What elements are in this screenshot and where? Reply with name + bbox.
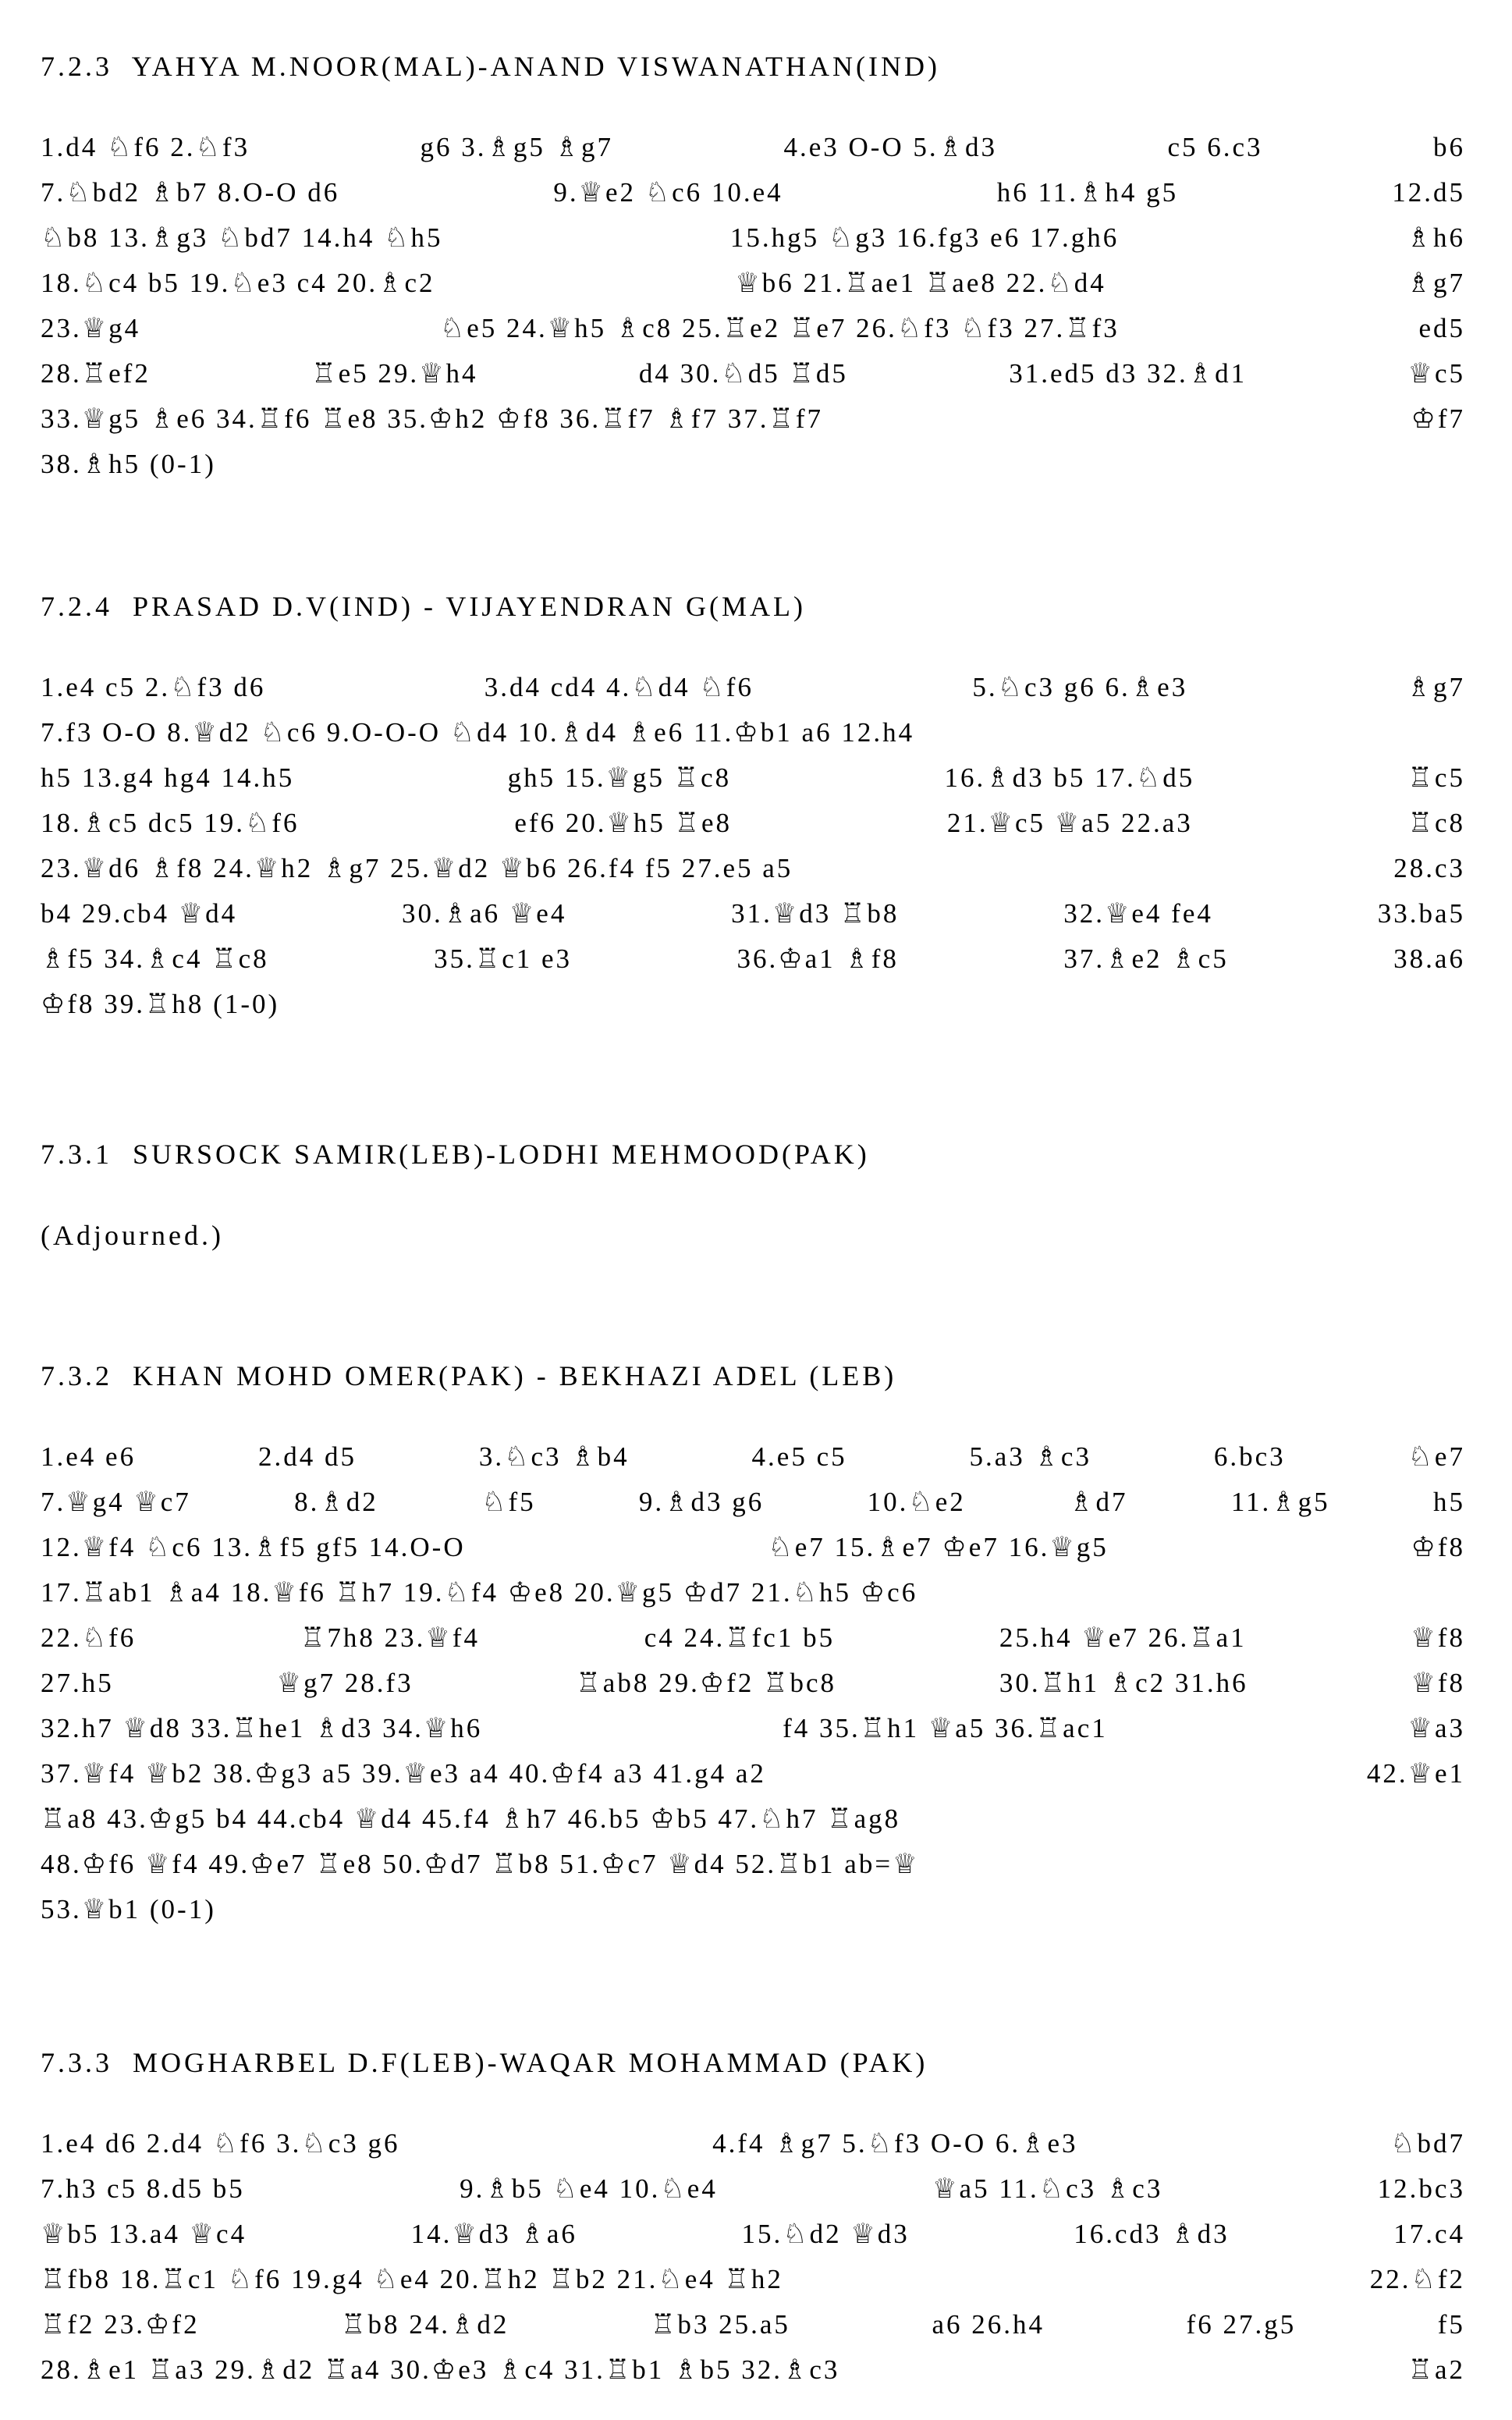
- move-text: 38.♗h5 (0-1): [41, 449, 216, 479]
- game-heading: 7.3.3 MOGHARBEL D.F(LEB)-WAQAR MOHAMMAD (PAK): [41, 2047, 928, 2078]
- move-line: [41, 936, 1465, 982]
- move-text: f6 27.g5: [1186, 2309, 1297, 2340]
- move-text: ♖b8 24.♗d2: [341, 2309, 509, 2340]
- move-text: 18.♘c4 b5 19.♘e3 c4 20.♗c2: [41, 268, 435, 298]
- move-text: ♕a5 11.♘c3 ♗c3: [932, 2173, 1163, 2204]
- move-line: [41, 1887, 1465, 1932]
- move-text: ♗g7: [1406, 672, 1465, 702]
- move-text: 14.♕d3 ♗a6: [410, 2219, 577, 2249]
- move-line: [41, 351, 1465, 396]
- move-text: 3.d4 cd4 4.♘d4 ♘f6: [484, 672, 754, 702]
- move-text: 23.♕d6 ♗f8 24.♕h2 ♗g7 25.♕d2 ♕b6 26.f4 f5 27.e5 a5: [41, 853, 793, 883]
- move-text: h5 13.g4 hg4 14.h5: [41, 762, 295, 793]
- move-text: ♕f8: [1411, 1622, 1465, 1653]
- move-text: ♖ab8 29.♔f2 ♖bc8: [576, 1668, 837, 1698]
- move-text: 9.♕e2 ♘c6 10.e4: [553, 177, 783, 208]
- move-text: 32.♕e4 fe4: [1063, 898, 1213, 929]
- move-line: [41, 2302, 1465, 2347]
- move-text: ♕g7 28.f3: [276, 1668, 413, 1698]
- move-text: 33.♕g5 ♗e6 34.♖f6 ♖e8 35.♔h2 ♔f8 36.♖f7 ♗f7 37.♖f7: [41, 403, 823, 434]
- game-heading: 7.3.1 SURSOCK SAMIR(LEB)-LODHI MEHMOOD(PAK): [41, 1139, 870, 1170]
- move-text: 31.♕d3 ♖b8: [731, 898, 900, 929]
- move-line: [41, 1570, 1465, 1615]
- game-7-2-3: [41, 44, 1465, 487]
- move-text: 25.h4 ♕e7 26.♖a1: [999, 1622, 1247, 1653]
- move-text: 8.♗d2: [294, 1487, 378, 1517]
- move-line: [41, 801, 1465, 846]
- move-text: 12.♕f4 ♘c6 13.♗f5 gf5 14.O-O: [41, 1532, 466, 1562]
- move-text: c5 6.c3: [1167, 132, 1263, 162]
- move-text: b4 29.cb4 ♕d4: [41, 898, 238, 929]
- move-line: [41, 1661, 1465, 1706]
- move-text: ♖c5: [1407, 762, 1465, 793]
- move-text: 7.h3 c5 8.d5 b5: [41, 2173, 245, 2204]
- move-line: [41, 125, 1465, 170]
- move-list: [41, 665, 1465, 1027]
- move-line: [41, 1842, 1465, 1887]
- move-text: ♘f5: [481, 1487, 536, 1517]
- move-text: 15.♘d2 ♕d3: [741, 2219, 910, 2249]
- move-text: 30.♗a6 ♕e4: [402, 898, 567, 929]
- move-line: [41, 1434, 1465, 1480]
- game-heading: 7.2.3 YAHYA M.NOOR(MAL)-ANAND VISWANATHAN(IND): [41, 51, 940, 82]
- move-text: 5.a3 ♗c3: [969, 1441, 1091, 1472]
- move-text: 12.d5: [1392, 177, 1465, 208]
- move-line: [41, 442, 1465, 487]
- move-text: ♕b5 13.a4 ♕c4: [41, 2219, 247, 2249]
- move-text: ♔f8 39.♖h8 (1-0): [41, 989, 280, 1019]
- move-text: 35.♖c1 e3: [434, 943, 573, 974]
- move-text: 4.e3 O-O 5.♗d3: [783, 132, 998, 162]
- move-text: ♖a8 43.♔g5 b4 44.cb4 ♕d4 45.f4 ♗h7 46.b5 ♔b5 47.♘h7 ♖ag8: [41, 1803, 901, 1834]
- move-line: [41, 891, 1465, 936]
- move-list: [41, 125, 1465, 487]
- move-text: d4 30.♘d5 ♖d5: [638, 358, 848, 389]
- move-text: 16.♗d3 b5 17.♘d5: [944, 762, 1195, 793]
- move-text: 9.♗b5 ♘e4 10.♘e4: [460, 2173, 718, 2204]
- move-line: [41, 1706, 1465, 1751]
- move-text: ♘e5 24.♕h5 ♗c8 25.♖e2 ♖e7 26.♘f3 ♘f3 27.♖f3: [439, 313, 1120, 343]
- move-list: [41, 2121, 1465, 2393]
- move-text: ♖f2 23.♔f2: [41, 2309, 200, 2340]
- move-text: ♖fb8 18.♖c1 ♘f6 19.g4 ♘e4 20.♖h2 ♖b2 21.♘e4 ♖h2: [41, 2264, 783, 2294]
- move-line: [41, 665, 1465, 710]
- move-text: 42.♕e1: [1366, 1758, 1465, 1789]
- move-text: 22.♘f6: [41, 1622, 137, 1653]
- move-text: 12.bc3: [1377, 2173, 1465, 2204]
- move-text: ♗g7: [1406, 268, 1465, 298]
- move-text: 31.ed5 d3 32.♗d1: [1009, 358, 1248, 389]
- move-text: 18.♗c5 dc5 19.♘f6: [41, 808, 300, 838]
- move-text: 22.♘f2: [1369, 2264, 1465, 2294]
- move-text: gh5 15.♕g5 ♖c8: [507, 762, 732, 793]
- move-text: 1.e4 c5 2.♘f3 d6: [41, 672, 266, 702]
- move-line: [41, 982, 1465, 1027]
- move-text: 11.♗g5: [1230, 1487, 1330, 1517]
- move-text: 2.d4 d5: [257, 1441, 357, 1472]
- move-text: h5: [1432, 1487, 1465, 1517]
- move-text: 1.e4 e6: [41, 1441, 137, 1472]
- adjourned-note: (Adjourned.): [41, 1220, 224, 1251]
- move-text: ♕f8: [1411, 1668, 1465, 1698]
- game-7-3-3: [41, 2040, 1465, 2393]
- move-line: [41, 306, 1465, 351]
- move-text: ♔f7: [1411, 403, 1465, 434]
- move-text: f4 35.♖h1 ♕a5 36.♖ac1: [783, 1713, 1108, 1743]
- move-text: 10.♘e2: [867, 1487, 966, 1517]
- move-line: [41, 1796, 1465, 1842]
- move-text: ef6 20.♕h5 ♖e8: [514, 808, 733, 838]
- move-text: 37.♕f4 ♕b2 38.♔g3 a5 39.♕e3 a4 40.♔f4 a3 41.g4 a2: [41, 1758, 766, 1789]
- move-text: 36.♔a1 ♗f8: [736, 943, 899, 974]
- move-text: 37.♗e2 ♗c5: [1063, 943, 1229, 974]
- move-text: ♗h6: [1406, 222, 1465, 253]
- move-text: 1.d4 ♘f6 2.♘f3: [41, 132, 250, 162]
- move-line: [41, 846, 1465, 891]
- move-line: [41, 1480, 1465, 1525]
- move-line: [41, 396, 1465, 442]
- game-heading: 7.3.2 KHAN MOHD OMER(PAK) - BEKHAZI ADEL (LEB): [41, 1360, 897, 1391]
- move-text: g6 3.♗g5 ♗g7: [420, 132, 614, 162]
- move-line: [41, 2166, 1465, 2212]
- move-line: [41, 261, 1465, 306]
- move-line: [41, 2212, 1465, 2257]
- move-text: 23.♕g4: [41, 313, 141, 343]
- move-line: [41, 2347, 1465, 2393]
- game-heading: 7.2.4 PRASAD D.V(IND) - VIJAYENDRAN G(MAL): [41, 591, 806, 622]
- move-text: f5: [1437, 2309, 1465, 2340]
- move-text: ♖e5 29.♕h4: [311, 358, 478, 389]
- move-line: [41, 710, 1465, 755]
- move-text: 17.♖ab1 ♗a4 18.♕f6 ♖h7 19.♘f4 ♔e8 20.♕g5 ♔d7 21.♘h5 ♔c6: [41, 1577, 918, 1608]
- move-text: 7.♕g4 ♕c7: [41, 1487, 191, 1517]
- move-text: 3.♘c3 ♗b4: [478, 1441, 630, 1472]
- move-text: 4.e5 c5: [751, 1441, 847, 1472]
- move-text: ♖b3 25.a5: [650, 2309, 790, 2340]
- move-text: ♕a3: [1407, 1713, 1465, 1743]
- move-text: 33.ba5: [1377, 898, 1465, 929]
- move-text: ♘e7: [1407, 1441, 1465, 1472]
- move-text: 21.♕c5 ♕a5 22.a3: [946, 808, 1193, 838]
- game-7-2-4: [41, 584, 1465, 1027]
- move-text: 9.♗d3 g6: [638, 1487, 765, 1517]
- move-text: ♕b6 21.♖ae1 ♖ae8 22.♘d4: [735, 268, 1106, 298]
- move-text: 27.h5: [41, 1668, 114, 1698]
- move-text: 7.♘bd2 ♗b7 8.O-O d6: [41, 177, 340, 208]
- move-line: [41, 2257, 1465, 2302]
- move-line: [41, 1615, 1465, 1661]
- move-text: a6 26.h4: [932, 2309, 1045, 2340]
- move-text: h6 11.♗h4 g5: [996, 177, 1179, 208]
- move-text: ♘bd7: [1390, 2128, 1465, 2159]
- game-7-3-1: [41, 1132, 1465, 1258]
- move-text: 28.♖ef2: [41, 358, 151, 389]
- move-text: 17.c4: [1393, 2219, 1465, 2249]
- move-text: 15.hg5 ♘g3 16.fg3 e6 17.gh6: [729, 222, 1120, 253]
- move-text: 16.cd3 ♗d3: [1074, 2219, 1230, 2249]
- move-text: 30.♖h1 ♗c2 31.h6: [999, 1668, 1248, 1698]
- move-text: ♕c5: [1407, 358, 1465, 389]
- move-text: 28.♗e1 ♖a3 29.♗d2 ♖a4 30.♔e3 ♗c4 31.♖b1 ♗b5 32.♗c3: [41, 2354, 840, 2385]
- move-text: ♖c8: [1407, 808, 1465, 838]
- move-text: 48.♔f6 ♕f4 49.♔e7 ♖e8 50.♔d7 ♖b8 51.♔c7 ♕d4 52.♖b1 ab=♕: [41, 1849, 920, 1879]
- move-line: [41, 170, 1465, 215]
- move-line: [41, 2121, 1465, 2166]
- move-line: [41, 215, 1465, 261]
- move-text: 1.e4 d6 2.d4 ♘f6 3.♘c3 g6: [41, 2128, 400, 2159]
- move-text: 32.h7 ♕d8 33.♖he1 ♗d3 34.♕h6: [41, 1713, 483, 1743]
- move-text: 5.♘c3 g6 6.♗e3: [972, 672, 1188, 702]
- move-line: [41, 1751, 1465, 1796]
- move-text: ♖a2: [1407, 2354, 1465, 2385]
- move-text: 28.c3: [1393, 853, 1465, 883]
- move-text: 4.f4 ♗g7 5.♘f3 O-O 6.♗e3: [712, 2128, 1078, 2159]
- move-text: ♘e7 15.♗e7 ♔e7 16.♕g5: [768, 1532, 1109, 1562]
- move-text: ed5: [1418, 313, 1465, 343]
- move-text: ♗f5 34.♗c4 ♖c8: [41, 943, 269, 974]
- move-text: 7.f3 O-O 8.♕d2 ♘c6 9.O-O-O ♘d4 10.♗d4 ♗e6 11.♔b1 a6 12.h4: [41, 717, 915, 748]
- move-text: ♔f8: [1411, 1532, 1465, 1562]
- move-text: c4 24.♖fc1 b5: [644, 1622, 836, 1653]
- move-text: 6.bc3: [1213, 1441, 1286, 1472]
- game-7-3-2: [41, 1353, 1465, 1932]
- move-list: [41, 1434, 1465, 1932]
- move-line: [41, 1525, 1465, 1570]
- move-text: 38.a6: [1393, 943, 1465, 974]
- move-text: ♗d7: [1069, 1487, 1128, 1517]
- move-text: 53.♕b1 (0-1): [41, 1894, 216, 1924]
- move-line: [41, 755, 1465, 801]
- move-text: ♖7h8 23.♕f4: [300, 1622, 480, 1653]
- move-text: ♘b8 13.♗g3 ♘bd7 14.h4 ♘h5: [41, 222, 443, 253]
- move-text: b6: [1432, 132, 1465, 162]
